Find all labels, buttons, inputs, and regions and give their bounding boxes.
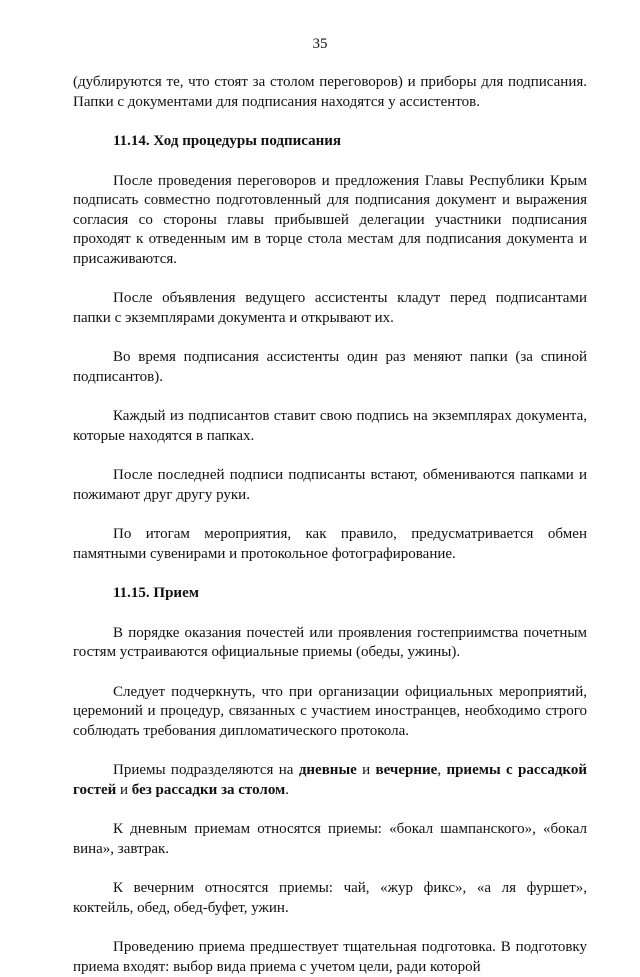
- bold-term-evening: вечерние: [375, 762, 438, 778]
- paragraph: По итогам мероприятия, как правило, предусматривается обмен памятными сувенирами и протокольное фотографирование.: [73, 526, 587, 562]
- paragraph: Следует подчеркнуть, что при организации официальных мероприятий, церемоний и процедур, связанных с участием иностранцев, необходимо строго соблюдать требования дипломатического протокола.: [73, 683, 587, 739]
- page-number: 35: [312, 36, 328, 52]
- paragraph: Каждый из подписантов ставит свою подпись на экземплярах документа, которые находятся в папках.: [73, 408, 587, 444]
- text-run: и: [116, 781, 132, 798]
- text-run: ,: [437, 762, 447, 778]
- section-heading-reception: 11.15. Прием: [113, 585, 199, 601]
- paragraph: После объявления ведущего ассистенты кладут перед подписантами папки с экземплярами документа и открывают их.: [73, 290, 587, 326]
- paragraph: Проведению приема предшествует тщательная подготовка. В подготовку приема входят: выбор вида приема с учетом цели, ради которой: [73, 939, 587, 975]
- paragraph: К вечерним относятся приемы: чай, «жур фикс», «а ля фуршет», коктейль, обед, обед-буфет, ужин.: [73, 880, 587, 916]
- paragraph: В порядке оказания почестей или проявления гостеприимства почетным гостям устраиваются официальные приемы (обеды, ужины).: [73, 624, 587, 660]
- paragraph: После последней подписи подписанты встают, обмениваются папками и пожимают друг другу руки.: [73, 467, 587, 503]
- text-run: Приемы подразделяются на: [113, 762, 299, 778]
- paragraph-reception-types: [73, 761, 587, 800]
- page-body: [73, 73, 587, 977]
- bold-term-daytime: дневные: [298, 762, 357, 778]
- paragraph: Во время подписания ассистенты один раз меняют папки (за спиной подписантов).: [73, 349, 587, 385]
- bold-term-seated: приемы с рассадкой гостей: [73, 762, 588, 798]
- bold-term-unseated: без рассадки за столом: [131, 781, 286, 798]
- paragraph-continuation: (дублируются те, что стоят за столом переговоров) и приборы для подписания. Папки с документами для подписания находятся у ассистентов.: [73, 74, 587, 110]
- text-run: .: [285, 781, 290, 798]
- section-heading-signing-procedure: 11.14. Ход процедуры подписания: [113, 133, 342, 149]
- paragraph: К дневным приемам относятся приемы: «бокал шампанского», «бокал вина», завтрак.: [73, 821, 587, 857]
- text-run: и: [356, 762, 376, 778]
- paragraph: После проведения переговоров и предложения Главы Республики Крым подписать совместно подготовленный для подписания документ и выражения согласия со стороны главы прибывшей делегации участники подписания проходят к отведенным им в торце стола местам для подписания документа и присаживаются.: [73, 172, 587, 267]
